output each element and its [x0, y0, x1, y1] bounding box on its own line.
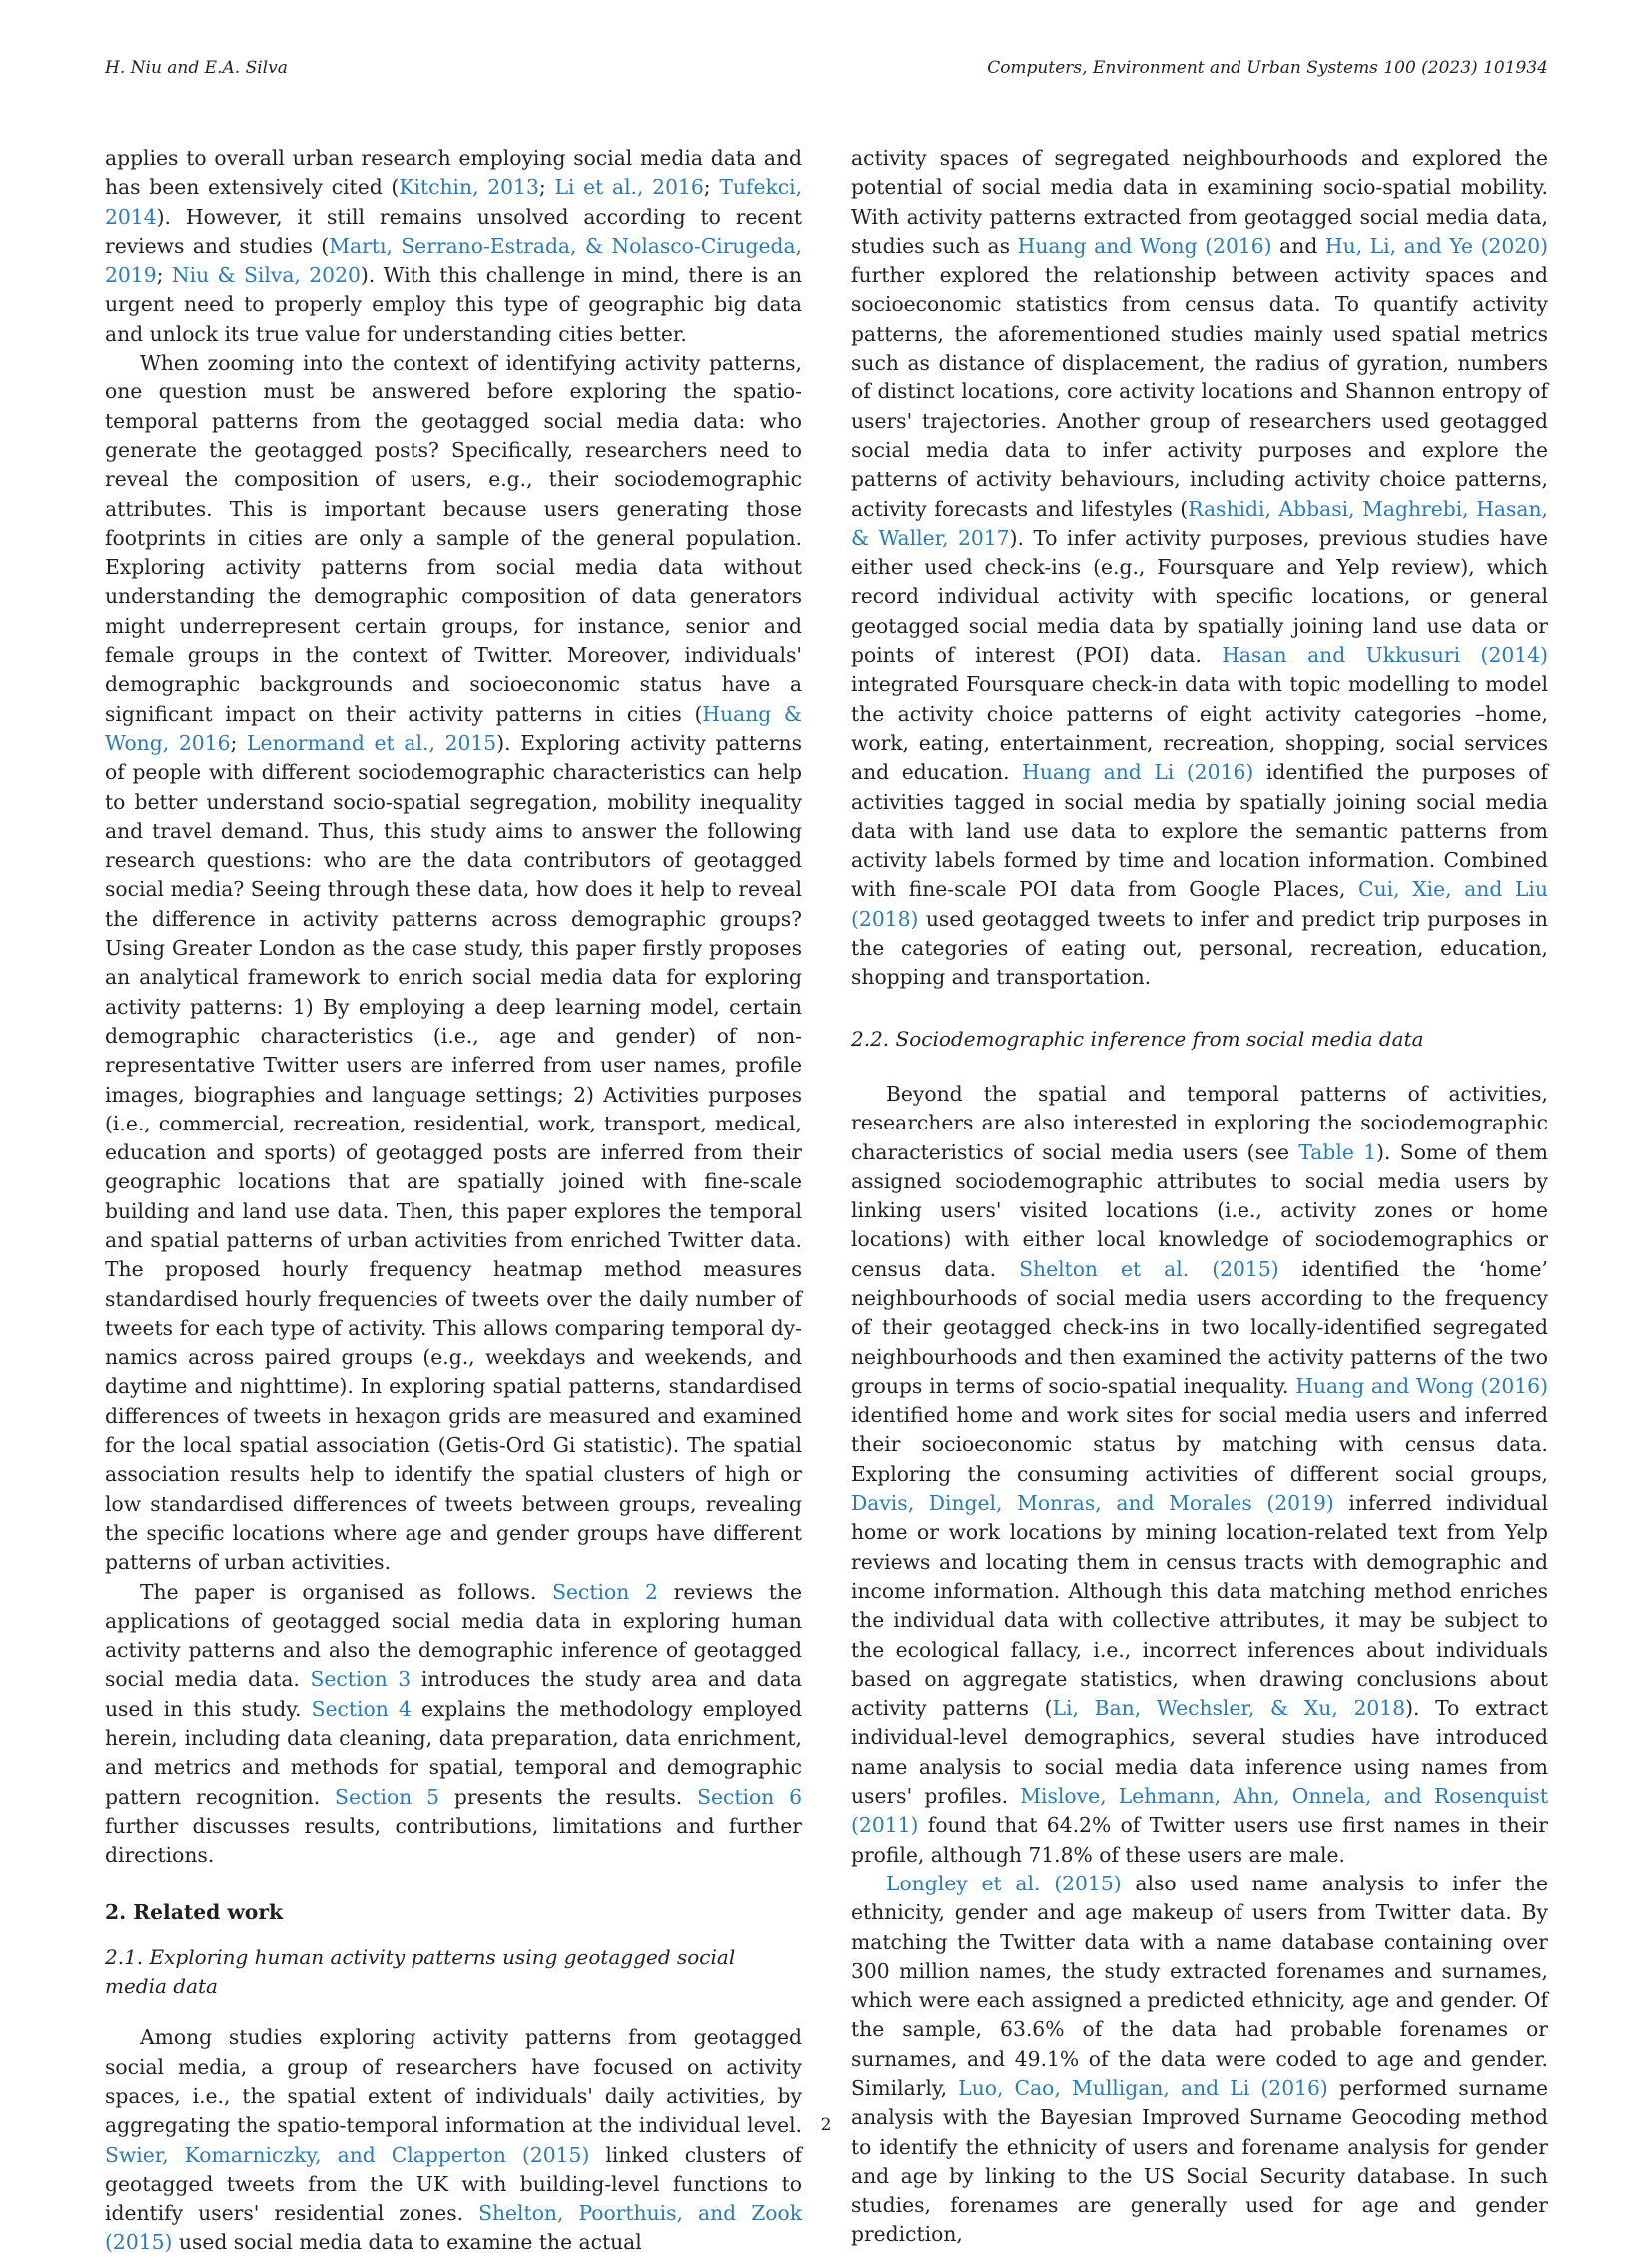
running-header-authors: H. Niu and E.A. Silva: [105, 58, 288, 78]
paragraph: [105, 2023, 802, 2257]
citation-link[interactable]: Longley et al. (2015): [886, 1871, 1122, 1895]
citation-link[interactable]: Section 5: [335, 1784, 439, 1809]
body-text: performed surname analysis with the Bayesian Improved Surname Geocoding method to identify the ethnicity of users and forename analysis for gender and age by linking to the US Social Security database. In such studies, forenames are generally used for age and gender prediction,: [851, 2076, 1548, 2247]
page-number: 2: [820, 2115, 832, 2135]
citation-link[interactable]: Section 6: [697, 1784, 803, 1809]
body-text: linked clusters of geotagged tweets from the UK with building-level functions to identify users' residential zones.: [105, 2142, 802, 2226]
citation-link[interactable]: Huang & Wong, 2016: [105, 701, 802, 755]
citation-link[interactable]: Huang and Wong (2016): [1017, 233, 1272, 258]
body-text: identified the ‘home’ neighbourhoods of social media users according to the frequency of their geotagged check-ins in two locally-identified segregated neighbourhoods and then examined the activity patterns of the two groups in terms of socio-spatial inequality.: [851, 1256, 1549, 1398]
body-text: activity spaces of segregated neighbourhoods and explored the potential of social media data in examining socio-spatial mobility. With activity patterns extracted from geotagged social media data, studies such as: [851, 146, 1548, 258]
citation-link[interactable]: Huang and Wong (2016): [1295, 1373, 1548, 1398]
citation-link[interactable]: Cui, Xie, and Liu (2018): [851, 877, 1548, 931]
body-text: ). However, it still remains unsolved according to recent reviews and studies (: [105, 204, 802, 258]
paragraph: [851, 1080, 1548, 1870]
citation-link[interactable]: Hu, Li, and Ye (2020): [1324, 233, 1549, 258]
left-column: [105, 144, 802, 2258]
body-text: used social media data to examine the actual: [172, 2230, 642, 2255]
citation-link[interactable]: Huang and Li (2016): [1022, 760, 1254, 785]
body-text: used geotagged tweets to infer and predict trip purposes in the categories of eating out, personal, recreation, education, shopping and transportation.: [851, 906, 1548, 990]
subsection-heading: 2.2. Sociodemographic inference from social media data: [851, 1026, 1424, 1051]
citation-link[interactable]: Rashidi, Abbasi, Maghrebi, Hasan, & Waller, 2017: [851, 496, 1548, 550]
citation-link[interactable]: Lenormand et al., 2015: [247, 730, 497, 755]
citation-link[interactable]: Shelton, Poorthuis, and Zook (2015): [105, 2201, 802, 2255]
body-text: ). Exploring activity patterns of people with different sociodemographic characteristics can help to better understand socio-spatial segregation, mobility inequality and travel demand. Thus, this study aims to answer the following research questions: who are the data contributors of geotagged social media? Seeing through these data, how does it help to reveal the difference in activity patterns across demographic groups? Using Greater London as the case study, this paper firstly proposes an analytical framework to enrich social media data for exploring activity patterns: 1) By employing a deep learning model, certain demographic characteristics (i.e., age and gender) of non-representative Twitter users are inferred from user names, profile images, biographies and language settings; 2) Activities purposes (i.e., commercial, recreation, residential, work, transport, medical, education and sports) of geotagged posts are inferred from their geographic locations that are spatially joined with fine-scale building and land use data. Then, this paper explores the temporal and spatial patterns of urban activities from enriched Twitter data. The proposed hourly frequency heatmap method measures standardised hourly frequencies of tweets over the daily number of tweets for each type of activity. This allows comparing temporal dynamics across paired groups (e.g., weekdays and weekends, and daytime and nighttime). In exploring spatial patterns, standardised differences of tweets in hexagon grids are measured and examined for the local spatial association (Getis-Ord Gi statistic). The spatial association results help to identify the spatial clusters of high or low standardised differences of tweets between groups, revealing the specific locations where age and gender groups have different patterns of urban activities.: [105, 730, 803, 1575]
paragraph: [105, 144, 802, 349]
paragraph: [851, 144, 1548, 993]
citation-link[interactable]: Swier, Komarniczky, and Clapperton (2015): [105, 2142, 590, 2167]
running-header-journal: Computers, Environment and Urban Systems 100 (2023) 101934: [987, 58, 1548, 78]
body-text: ;: [538, 175, 555, 200]
citation-link[interactable]: Mislove, Lehmann, Ahn, Onnela, and Rosenquist (2011): [851, 1784, 1548, 1838]
body-text: Among studies exploring activity patterns from geotagged social media, a group of researchers have focused on activity spaces, i.e., the spatial extent of individuals' daily activities, by aggregating the spatio-temporal information at the individual level.: [105, 2025, 802, 2138]
body-text: further discusses results, contributions, limitations and further directions.: [105, 1813, 802, 1868]
right-column: [851, 144, 1548, 2250]
body-text: and: [1271, 233, 1325, 258]
citation-link[interactable]: Hasan and Ukkusuri (2014): [1222, 643, 1548, 668]
subsection-heading: 2.1. Exploring human activity patterns using geotagged social media data: [105, 1944, 736, 1999]
body-text: Beyond the spatial and temporal patterns of activities, researchers are also interested in exploring the sociodemographic characteristics of social media users (see: [851, 1081, 1548, 1164]
citation-link[interactable]: Section 3: [310, 1667, 412, 1692]
body-text: found that 64.2% of Twitter users use first names in their profile, although 71.8% of these users are male.: [851, 1813, 1548, 1867]
body-text: ). To infer activity purposes, previous studies have either used check-ins (e.g., Foursquare and Yelp review), which record individual activity with specific locations, or general geotagged social media data by spatially joining land use data or points of interest (POI) data.: [851, 525, 1548, 668]
body-text: further explored the relationship between activity spaces and socioeconomic statistics from census data. To quantify activity patterns, the aforementioned studies mainly used spatial metrics such as distance of displacement, the radius of gyration, numbers of distinct locations, core activity locations and Shannon entropy of users' trajectories. Another group of researchers used geotagged social media data to infer activity purposes and explore the patterns of activity behaviours, including activity choice patterns, activity forecasts and lifestyles (: [851, 263, 1548, 521]
citation-link[interactable]: Davis, Dingel, Monras, and Morales (2019): [851, 1491, 1334, 1516]
body-text: also used name analysis to infer the ethnicity, gender and age makeup of users from Twitter data. By matching the Twitter data with a name database containing over 300 million names, the study extracted forenames and surnames, which were each assigned a predicted ethnicity, age and gender. Of the sample, 63.6% of the data had probable forenames or surnames, and 49.1% of the data were coded to age and gender. Similarly,: [851, 1871, 1548, 2100]
body-text: identified the purposes of activities tagged in social media by spatially joining social media data with land use data to explore the semantic patterns from activity labels formed by time and location information. Combined with fine-scale POI data from Google Places,: [851, 760, 1548, 902]
citation-link[interactable]: Tufekci, 2014: [105, 175, 803, 229]
body-text: The paper is organised as follows.: [140, 1579, 553, 1604]
citation-link[interactable]: Li et al., 2016: [554, 175, 704, 200]
paragraph: [105, 1578, 802, 1871]
body-text: integrated Foursquare check-in data with topic modelling to model the activity choice patterns of eight activity categories –home, work, eating, entertainment, recreation, shopping, social services and education.: [851, 672, 1548, 785]
citation-link[interactable]: Shelton et al. (2015): [1019, 1256, 1279, 1281]
citation-link[interactable]: Li, Ban, Wechsler, & Xu, 2018: [1052, 1696, 1406, 1721]
body-text: ). Some of them assigned sociodemographic attributes to social media users by linking users' visited locations (i.e., activity zones or home locations) with either local knowledge of sociodemographics or census data.: [851, 1139, 1548, 1281]
citation-link[interactable]: Section 4: [311, 1696, 412, 1721]
citation-link[interactable]: Martı, Serrano-Estrada, & Nolasco-Cirugeda, 2019: [105, 233, 802, 288]
body-text: presents the results.: [439, 1784, 698, 1809]
body-text: inferred individual home or work locations by mining location-related text from Yelp reviews and locating them in census tracts with demographic and income information. Although this data matching method enriches the individual data with collective attributes, it may be subject to the ecological fallacy, i.e., incorrect inferences about individuals based on aggregate statistics, when drawing conclusions about activity patterns (: [851, 1491, 1548, 1721]
paragraph: [851, 1870, 1548, 2250]
citation-link[interactable]: Niu & Silva, 2020: [171, 263, 361, 288]
body-text: ;: [703, 175, 720, 200]
body-text: explains the methodology employed herein, including data cleaning, data preparation, data enrichment, and metrics and methods for spatial, temporal and demographic pattern recognition.: [105, 1696, 802, 1809]
paragraph: [105, 349, 802, 1577]
citation-link[interactable]: Table 1: [1298, 1139, 1377, 1164]
body-text: applies to overall urban research employing social media data and has been extensively cited (: [105, 146, 802, 200]
body-text: identified home and work sites for social media users and inferred their socioeconomic status by matching with census data. Exploring the consuming activities of different social groups,: [851, 1403, 1548, 1486]
body-text: introduces the study area and data used in this study.: [105, 1667, 802, 1721]
body-text: ;: [230, 730, 248, 755]
citation-link[interactable]: Section 2: [552, 1579, 658, 1604]
body-text: When zooming into the context of identifying activity patterns, one question must be answered before exploring the spatio-temporal patterns from the geotagged social media data: who generate the geotagged posts? Specifically, researchers need to reveal the composition of users, e.g., their sociodemographic attributes. This is important because users generating those footprints in cities are only a sample of the general population. Exploring activity patterns from social media data without understanding the demographic composition of data generators might underrepresent certain groups, for instance, senior and female groups in the context of Twitter. Moreover, individuals' demographic backgrounds and socioeconomic status have a significant impact on their activity patterns in cities (: [105, 351, 802, 726]
body-text: ). To extract individual-level demographics, several studies have introduced name analysis to social media data inference using names from users' profiles.: [851, 1696, 1548, 1809]
body-text: ;: [156, 263, 172, 288]
body-text: ). With this challenge in mind, there is an urgent need to properly employ this type of geographic big data and unlock its true value for understanding cities better.: [105, 263, 802, 346]
citation-link[interactable]: Luo, Cao, Mulligan, and Li (2016): [958, 2076, 1328, 2100]
body-text: reviews the applications of geotagged social media data in exploring human activity patterns and also the demographic inference of geotagged social media data.: [105, 1579, 802, 1692]
section-heading: 2. Related work: [105, 1899, 284, 1924]
citation-link[interactable]: Kitchin, 2013: [399, 175, 539, 200]
